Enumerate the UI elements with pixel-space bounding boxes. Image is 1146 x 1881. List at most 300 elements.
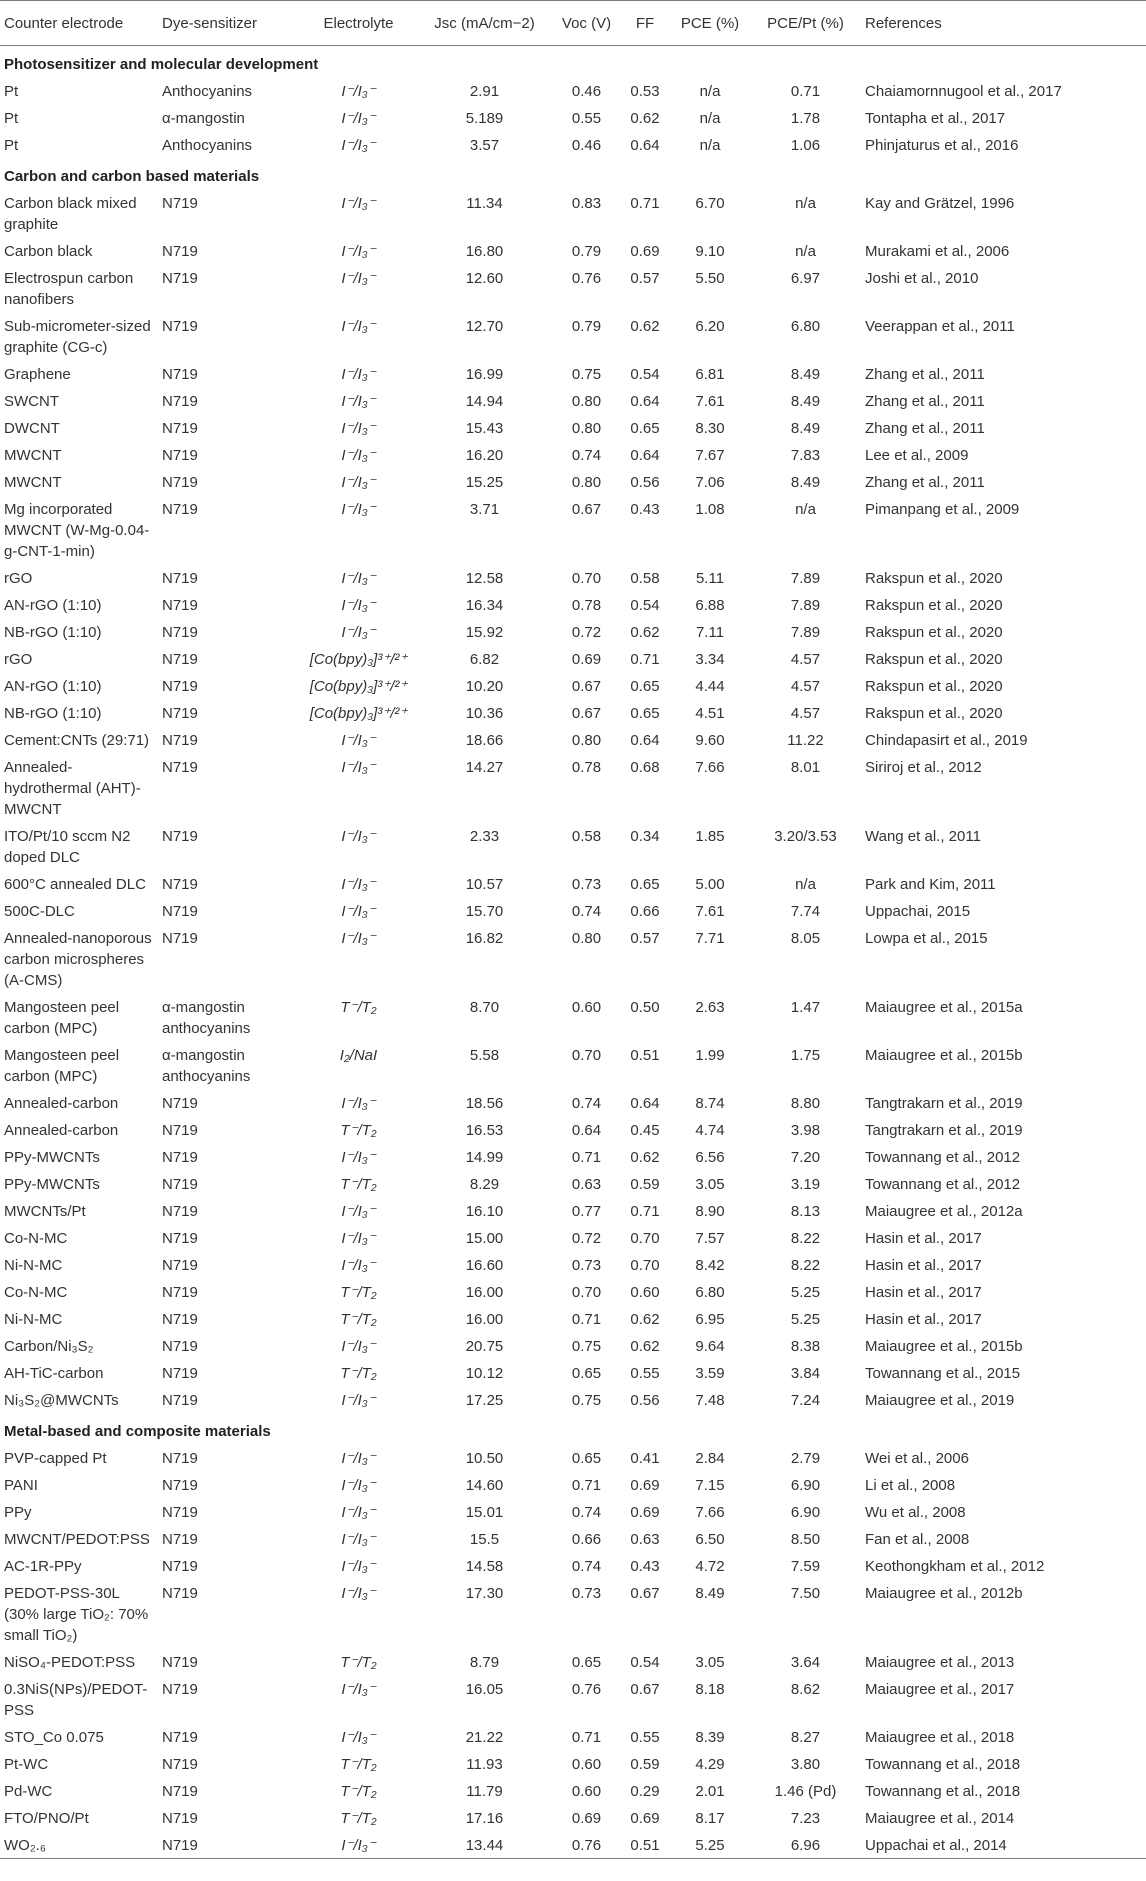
cell-voc: 0.78 [571,759,602,776]
cell-electrolyte: T⁻/T₂ [340,1176,377,1193]
cell-pce-pt: 11.22 [787,732,824,749]
table-row [0,1648,1146,1675]
cell-dye-sensitizer: N719 [162,1531,198,1548]
cell-voc: 0.80 [571,732,602,749]
cell-pce: 4.51 [695,705,725,722]
cell-pce-pt: 8.13 [790,1203,821,1220]
table-row [0,1471,1146,1498]
cell-dye-sensitizer: N719 [162,624,198,641]
cell-electrolyte: T⁻/T₂ [340,1654,377,1671]
cell-counter-electrode: NiSO₄-PEDOT:PSS [4,1654,136,1671]
cell-jsc: 18.66 [465,732,504,749]
header-voc: Voc (V) [553,1,620,46]
cell-pce: 3.34 [695,651,725,668]
cell-pce: 8.39 [695,1729,725,1746]
cell-pce: 2.01 [695,1783,725,1800]
table-row [0,387,1146,414]
cell-reference: Keothongkham et al., 2012 [865,1558,1045,1575]
cell-electrolyte: I⁻/I₃⁻ [341,1558,376,1575]
cell-pce-pt: 7.89 [790,570,821,587]
cell-ff: 0.62 [630,1311,660,1328]
table-row [0,264,1146,312]
cell-jsc: 16.99 [465,366,504,383]
cell-ff: 0.69 [630,1810,660,1827]
cell-electrolyte: [Co(bpy)₃]³⁺/²⁺ [309,678,408,695]
cell-counter-electrode: Carbon black mixed graphite [4,195,137,233]
cell-pce: 7.67 [695,447,725,464]
cell-pce-pt: 8.22 [790,1257,821,1274]
cell-voc: 0.71 [571,1149,602,1166]
cell-counter-electrode: NB-rGO (1:10) [4,705,102,722]
cell-jsc: 16.82 [465,930,504,947]
table-row [0,1831,1146,1859]
cell-ff: 0.50 [630,999,660,1016]
table-row [0,1359,1146,1386]
cell-counter-electrode: Graphene [4,366,71,383]
cell-ff: 0.51 [620,1831,670,1859]
cell-jsc: 17.25 [465,1392,504,1409]
cell-electrolyte: I⁻/I₃⁻ [341,270,376,287]
cell-reference: Maiaugree et al., 2012a [865,1203,1023,1220]
cell-electrolyte: I⁻/I₃⁻ [341,903,376,920]
cell-counter-electrode: rGO [4,570,33,587]
cell-reference: Hasin et al., 2017 [865,1257,982,1274]
cell-jsc: 10.57 [465,876,504,893]
cell-voc: 0.69 [571,1810,602,1827]
cell-electrolyte: I⁻/I₃⁻ [341,1450,376,1467]
cell-jsc: 15.25 [465,474,504,491]
cell-reference: Kay and Grätzel, 1996 [865,195,1015,212]
cell-electrolyte: I⁻/I₃⁻ [341,732,376,749]
cell-reference: Hasin et al., 2017 [865,1230,982,1247]
cell-ff: 0.64 [630,447,660,464]
cell-pce: 6.70 [695,195,725,212]
section-title: Metal-based and composite materials [4,1423,271,1440]
cell-pce: n/a [699,137,721,154]
cell-electrolyte: I⁻/I₃⁻ [341,1257,376,1274]
cell-pce-pt: 6.90 [790,1477,821,1494]
header-counter-electrode: Counter electrode [0,1,158,46]
cell-pce-pt: 7.83 [790,447,821,464]
cell-pce-pt: 8.62 [790,1681,821,1698]
cell-dye-sensitizer: N719 [162,1756,198,1773]
cell-dye-sensitizer: N719 [162,501,198,518]
cell-pce-pt: 7.50 [790,1585,821,1602]
cell-jsc: 16.80 [465,243,504,260]
cell-reference: Maiaugree et al., 2017 [865,1681,1015,1698]
cell-dye-sensitizer: N719 [162,570,198,587]
cell-jsc: 13.44 [416,1831,553,1859]
cell-electrolyte: T⁻/T₂ [340,1756,377,1773]
cell-voc: 0.70 [571,1047,602,1064]
cell-counter-electrode: Co-N-MC [4,1284,68,1301]
table-body [0,46,1146,1859]
cell-electrolyte: I⁻/I₃⁻ [341,1095,376,1112]
cell-jsc: 8.29 [469,1176,500,1193]
cell-reference: Murakami et al., 2006 [865,243,1010,260]
cell-ff: 0.56 [630,1392,660,1409]
cell-pce: 1.08 [695,501,725,518]
cell-voc: 0.66 [571,1531,602,1548]
cell-counter-electrode: PEDOT-PSS-30L (30% large TiO₂: 70% small TiO₂) [4,1585,149,1644]
cell-counter-electrode: WO₂.₆ [0,1831,158,1859]
cell-voc: 0.79 [571,318,602,335]
cell-ff: 0.54 [630,366,660,383]
cell-voc: 0.74 [571,903,602,920]
header-references: References [861,1,1146,46]
cell-pce: 7.11 [695,624,725,641]
cell-jsc: 5.189 [465,110,504,127]
cell-reference: Maiaugree et al., 2015b [865,1047,1023,1064]
cell-dye-sensitizer: N719 [162,366,198,383]
cell-counter-electrode: Mangosteen peel carbon (MPC) [4,1047,120,1085]
cell-ff: 0.34 [630,828,660,845]
cell-pce-pt: 3.84 [790,1365,821,1382]
table-row [0,1041,1146,1089]
table-row [0,414,1146,441]
cell-dye-sensitizer: N719 [162,1203,198,1220]
table-row [0,924,1146,993]
cell-electrolyte: I⁻/I₃⁻ [341,624,376,641]
cell-voc: 0.74 [571,1504,602,1521]
cell-pce-pt: 4.57 [790,651,821,668]
cell-dye-sensitizer: α-mangostin anthocyanins [162,1047,251,1085]
cell-jsc: 20.75 [465,1338,504,1355]
table-row [0,1332,1146,1359]
cell-voc: 0.80 [571,393,602,410]
cell-electrolyte: I⁻/I₃⁻ [341,1338,376,1355]
cell-dye-sensitizer: N719 [162,903,198,920]
cell-electrolyte: I⁻/I₃⁻ [341,83,376,100]
cell-electrolyte: T⁻/T₂ [340,1365,377,1382]
cell-reference: Towannang et al., 2018 [865,1783,1021,1800]
cell-ff: 0.69 [630,243,660,260]
cell-reference: Maiaugree et al., 2015a [865,999,1023,1016]
cell-jsc: 18.56 [465,1095,504,1112]
cell-electrolyte: I⁻/I₃⁻ [341,1203,376,1220]
cell-jsc: 10.50 [465,1450,504,1467]
cell-pce: 4.44 [695,678,725,695]
cell-pce: 4.29 [695,1756,725,1773]
section-header-row [0,158,1146,189]
cell-counter-electrode: MWCNT [4,474,62,491]
cell-jsc: 14.94 [465,393,504,410]
section-title: Carbon and carbon based materials [4,168,260,185]
cell-pce-pt: 1.75 [790,1047,821,1064]
cell-voc: 0.60 [571,1756,602,1773]
cell-pce: 8.30 [695,420,725,437]
table-row [0,1723,1146,1750]
cell-ff: 0.67 [630,1681,660,1698]
cell-ff: 0.62 [630,1149,660,1166]
cell-reference: Lee et al., 2009 [865,447,969,464]
cell-dye-sensitizer: N719 [162,1558,198,1575]
cell-voc: 0.67 [571,705,602,722]
cell-pce-pt: 1.78 [790,110,821,127]
cell-pce: 7.71 [695,930,725,947]
cell-pce: 3.59 [695,1365,725,1382]
cell-ff: 0.54 [630,597,660,614]
cell-pce-pt: 7.89 [790,597,821,614]
cell-jsc: 16.10 [465,1203,504,1220]
cell-voc: 0.75 [571,1338,602,1355]
cell-ff: 0.55 [630,1729,660,1746]
cell-counter-electrode: Sub-micrometer-sized graphite (CG-c) [4,318,151,356]
table-row [0,993,1146,1041]
cell-pce: 1.85 [695,828,725,845]
cell-jsc: 8.79 [469,1654,500,1671]
table-row [0,77,1146,104]
cell-reference: Towannang et al., 2012 [865,1149,1021,1166]
cell-reference: Siriroj et al., 2012 [865,759,982,776]
table-row [0,468,1146,495]
cell-reference: Tangtrakarn et al., 2019 [865,1095,1023,1112]
cell-ff: 0.56 [630,474,660,491]
cell-pce: 1.99 [695,1047,725,1064]
cell-reference: Chaiamornnugool et al., 2017 [865,83,1062,100]
cell-jsc: 16.20 [465,447,504,464]
cell-jsc: 16.34 [465,597,504,614]
cell-dye-sensitizer: N719 [162,1338,198,1355]
cell-ff: 0.64 [630,1095,660,1112]
cell-pce: 4.74 [695,1122,725,1139]
cell-counter-electrode: PPy-MWCNTs [4,1149,100,1166]
cell-ff: 0.65 [630,705,660,722]
cell-voc: 0.73 [571,1257,602,1274]
table-row [0,1116,1146,1143]
header-jsc: Jsc (mA/cm−2) [416,1,553,46]
cell-dye-sensitizer: N719 [162,705,198,722]
cell-pce: 5.50 [695,270,725,287]
cell-voc: 0.76 [571,1681,602,1698]
cell-voc: 0.80 [571,474,602,491]
cell-counter-electrode: Annealed-carbon [4,1122,119,1139]
cell-pce-pt: 7.74 [790,903,821,920]
cell-counter-electrode: Mangosteen peel carbon (MPC) [4,999,120,1037]
cell-electrolyte: T⁻/T₂ [340,1311,377,1328]
cell-pce: 7.57 [695,1230,725,1247]
cell-electrolyte: I⁻/I₃⁻ [341,759,376,776]
cell-ff: 0.67 [630,1585,660,1602]
cell-counter-electrode: Carbon black [4,243,93,260]
cell-electrolyte: [Co(bpy)₃]³⁺/²⁺ [309,651,408,668]
cell-counter-electrode: Ni₃S₂@MWCNTs [4,1392,119,1409]
cell-counter-electrode: Annealed-hydrothermal (AHT)-MWCNT [4,759,141,818]
cell-voc: 0.46 [571,83,602,100]
cell-voc: 0.67 [571,501,602,518]
cell-ff: 0.45 [630,1122,660,1139]
cell-voc: 0.75 [571,1392,602,1409]
cell-pce-pt: 3.80 [790,1756,821,1773]
cell-jsc: 16.00 [465,1284,504,1301]
cell-ff: 0.62 [630,110,660,127]
cell-pce-pt: 8.49 [790,420,821,437]
table-row [0,312,1146,360]
cell-pce: 6.80 [695,1284,725,1301]
cell-dye-sensitizer: N719 [162,318,198,335]
cell-electrolyte: I⁻/I₃⁻ [341,1477,376,1494]
cell-jsc: 16.00 [465,1311,504,1328]
cell-pce: 2.63 [695,999,725,1016]
cell-counter-electrode: Carbon/Ni₃S₂ [4,1338,94,1355]
cell-voc: 0.69 [571,651,602,668]
cell-jsc: 16.05 [465,1681,504,1698]
cell-voc: 0.65 [571,1450,602,1467]
cell-pce-pt: n/a [795,876,816,893]
cell-jsc: 3.71 [469,501,500,518]
cell-voc: 0.46 [571,137,602,154]
cell-reference: Pimanpang et al., 2009 [865,501,1020,518]
cell-electrolyte: I⁻/I₃⁻ [341,1392,376,1409]
cell-jsc: 15.5 [469,1531,500,1548]
cell-electrolyte: I⁻/I₃⁻ [341,318,376,335]
cell-voc: 0.78 [571,597,602,614]
cell-voc: 0.80 [571,930,602,947]
cell-dye-sensitizer: N719 [162,651,198,668]
cell-counter-electrode: 500C-DLC [4,903,75,920]
cell-counter-electrode: Co-N-MC [4,1230,68,1247]
cell-electrolyte: T⁻/T₂ [340,1783,377,1800]
cell-pce-pt: 8.49 [790,393,821,410]
cell-jsc: 14.27 [465,759,504,776]
cell-pce-pt: 3.20/3.53 [774,828,837,845]
cell-voc: 0.70 [571,570,602,587]
cell-dye-sensitizer: N719 [162,828,198,845]
cell-jsc: 11.93 [466,1756,503,1773]
cell-ff: 0.62 [630,318,660,335]
cell-reference: Maiaugree et al., 2013 [865,1654,1015,1671]
cell-electrolyte: T⁻/T₂ [340,1122,377,1139]
cell-ff: 0.71 [630,1203,660,1220]
cell-reference: Maiaugree et al., 2014 [865,1810,1015,1827]
cell-pce-pt: 5.25 [790,1311,821,1328]
cell-pce-pt: 8.80 [790,1095,821,1112]
cell-jsc: 15.00 [465,1230,504,1247]
cell-voc: 0.73 [571,876,602,893]
cell-dye-sensitizer: N719 [162,1149,198,1166]
cell-electrolyte: I⁻/I₃⁻ [341,393,376,410]
cell-ff: 0.29 [630,1783,660,1800]
cell-reference: Rakspun et al., 2020 [865,678,1003,695]
cell-electrolyte: I⁻/I₃⁻ [341,1585,376,1602]
cell-voc: 0.71 [571,1311,602,1328]
cell-dye-sensitizer: N719 [162,930,198,947]
table-row [0,360,1146,387]
cell-ff: 0.64 [630,137,660,154]
cell-counter-electrode: Ni-N-MC [4,1257,63,1274]
cell-dye-sensitizer: N719 [162,420,198,437]
cell-dye-sensitizer: N719 [162,1477,198,1494]
table-row [0,564,1146,591]
cell-pce-pt: 3.98 [790,1122,821,1139]
cell-dye-sensitizer: α-mangostin anthocyanins [162,999,251,1037]
cell-pce: 7.66 [695,759,725,776]
cell-reference: Joshi et al., 2010 [865,270,979,287]
cell-counter-electrode: Cement:CNTs (29:71) [4,732,150,749]
cell-dye-sensitizer: N719 [162,1450,198,1467]
table-row [0,1750,1146,1777]
cell-ff: 0.62 [630,624,660,641]
cell-ff: 0.43 [630,1558,660,1575]
cell-pce-pt: 8.01 [790,759,821,776]
cell-dye-sensitizer: N719 [162,1654,198,1671]
cell-reference: Lowpa et al., 2015 [865,930,988,947]
cell-reference: Zhang et al., 2011 [865,474,985,491]
cell-reference: Maiaugree et al., 2015b [865,1338,1023,1355]
table-row [0,1525,1146,1552]
cell-ff: 0.65 [630,678,660,695]
cell-dye-sensitizer: N719 [162,1810,198,1827]
cell-counter-electrode: FTO/PNO/Pt [4,1810,89,1827]
cell-electrolyte: I⁻/I₃⁻ [341,1230,376,1247]
cell-counter-electrode: PPy-MWCNTs [4,1176,100,1193]
cell-electrolyte: I⁻/I₃⁻ [341,501,376,518]
cell-pce: 6.50 [695,1531,725,1548]
cell-jsc: 8.70 [469,999,500,1016]
header-row [0,1,1146,46]
cell-pce-pt: 6.80 [790,318,821,335]
cell-voc: 0.80 [571,420,602,437]
table-row [0,1498,1146,1525]
cell-dye-sensitizer: N719 [162,1176,198,1193]
cell-voc: 0.67 [571,678,602,695]
cell-voc: 0.75 [571,366,602,383]
cell-dye-sensitizer: N719 [162,1122,198,1139]
table-row [0,1444,1146,1471]
cell-reference: Rakspun et al., 2020 [865,651,1003,668]
cell-ff: 0.64 [630,393,660,410]
cell-pce: 7.66 [695,1504,725,1521]
cell-ff: 0.70 [630,1230,660,1247]
cell-electrolyte: I₂/NaI [339,1047,378,1064]
cell-counter-electrode: MWCNTs/Pt [4,1203,86,1220]
cell-pce-pt: 8.27 [790,1729,821,1746]
cell-pce: 9.64 [695,1338,725,1355]
cell-reference: Rakspun et al., 2020 [865,570,1003,587]
cell-ff: 0.53 [630,83,660,100]
cell-pce-pt: 0.71 [790,83,821,100]
cell-ff: 0.58 [630,570,660,587]
cell-electrolyte: T⁻/T₂ [340,999,377,1016]
cell-counter-electrode: Mg incorporated MWCNT (W-Mg-0.04-g-CNT-1-min) [4,501,150,560]
cell-pce-pt: 8.49 [790,366,821,383]
cell-dye-sensitizer: N719 [162,474,198,491]
header-dye-sensitizer: Dye-sensitizer [158,1,301,46]
cell-reference: Veerappan et al., 2011 [865,318,1015,335]
cell-pce-pt: 4.57 [790,705,821,722]
table-row [0,1386,1146,1413]
cell-voc: 0.72 [571,1230,602,1247]
cell-dye-sensitizer: N719 [162,270,198,287]
cell-pce-pt: 1.46 (Pd) [774,1783,837,1800]
cell-pce-pt: n/a [795,243,816,260]
cell-jsc: 14.58 [465,1558,504,1575]
cell-reference: Rakspun et al., 2020 [865,624,1003,641]
table-row [0,897,1146,924]
cell-electrolyte: I⁻/I₃⁻ [341,1729,376,1746]
cell-electrolyte: I⁻/I₃⁻ [341,930,376,947]
cell-pce-pt: 1.06 [790,137,821,154]
cell-voc: 0.70 [571,1284,602,1301]
cell-pce-pt: 7.89 [790,624,821,641]
cell-dye-sensitizer: N719 [162,876,198,893]
cell-pce: 7.48 [695,1392,725,1409]
table-row [0,441,1146,468]
table-row [0,1170,1146,1197]
cell-jsc: 11.34 [466,195,503,212]
cell-voc: 0.74 [571,447,602,464]
cell-counter-electrode: Pd-WC [4,1783,53,1800]
